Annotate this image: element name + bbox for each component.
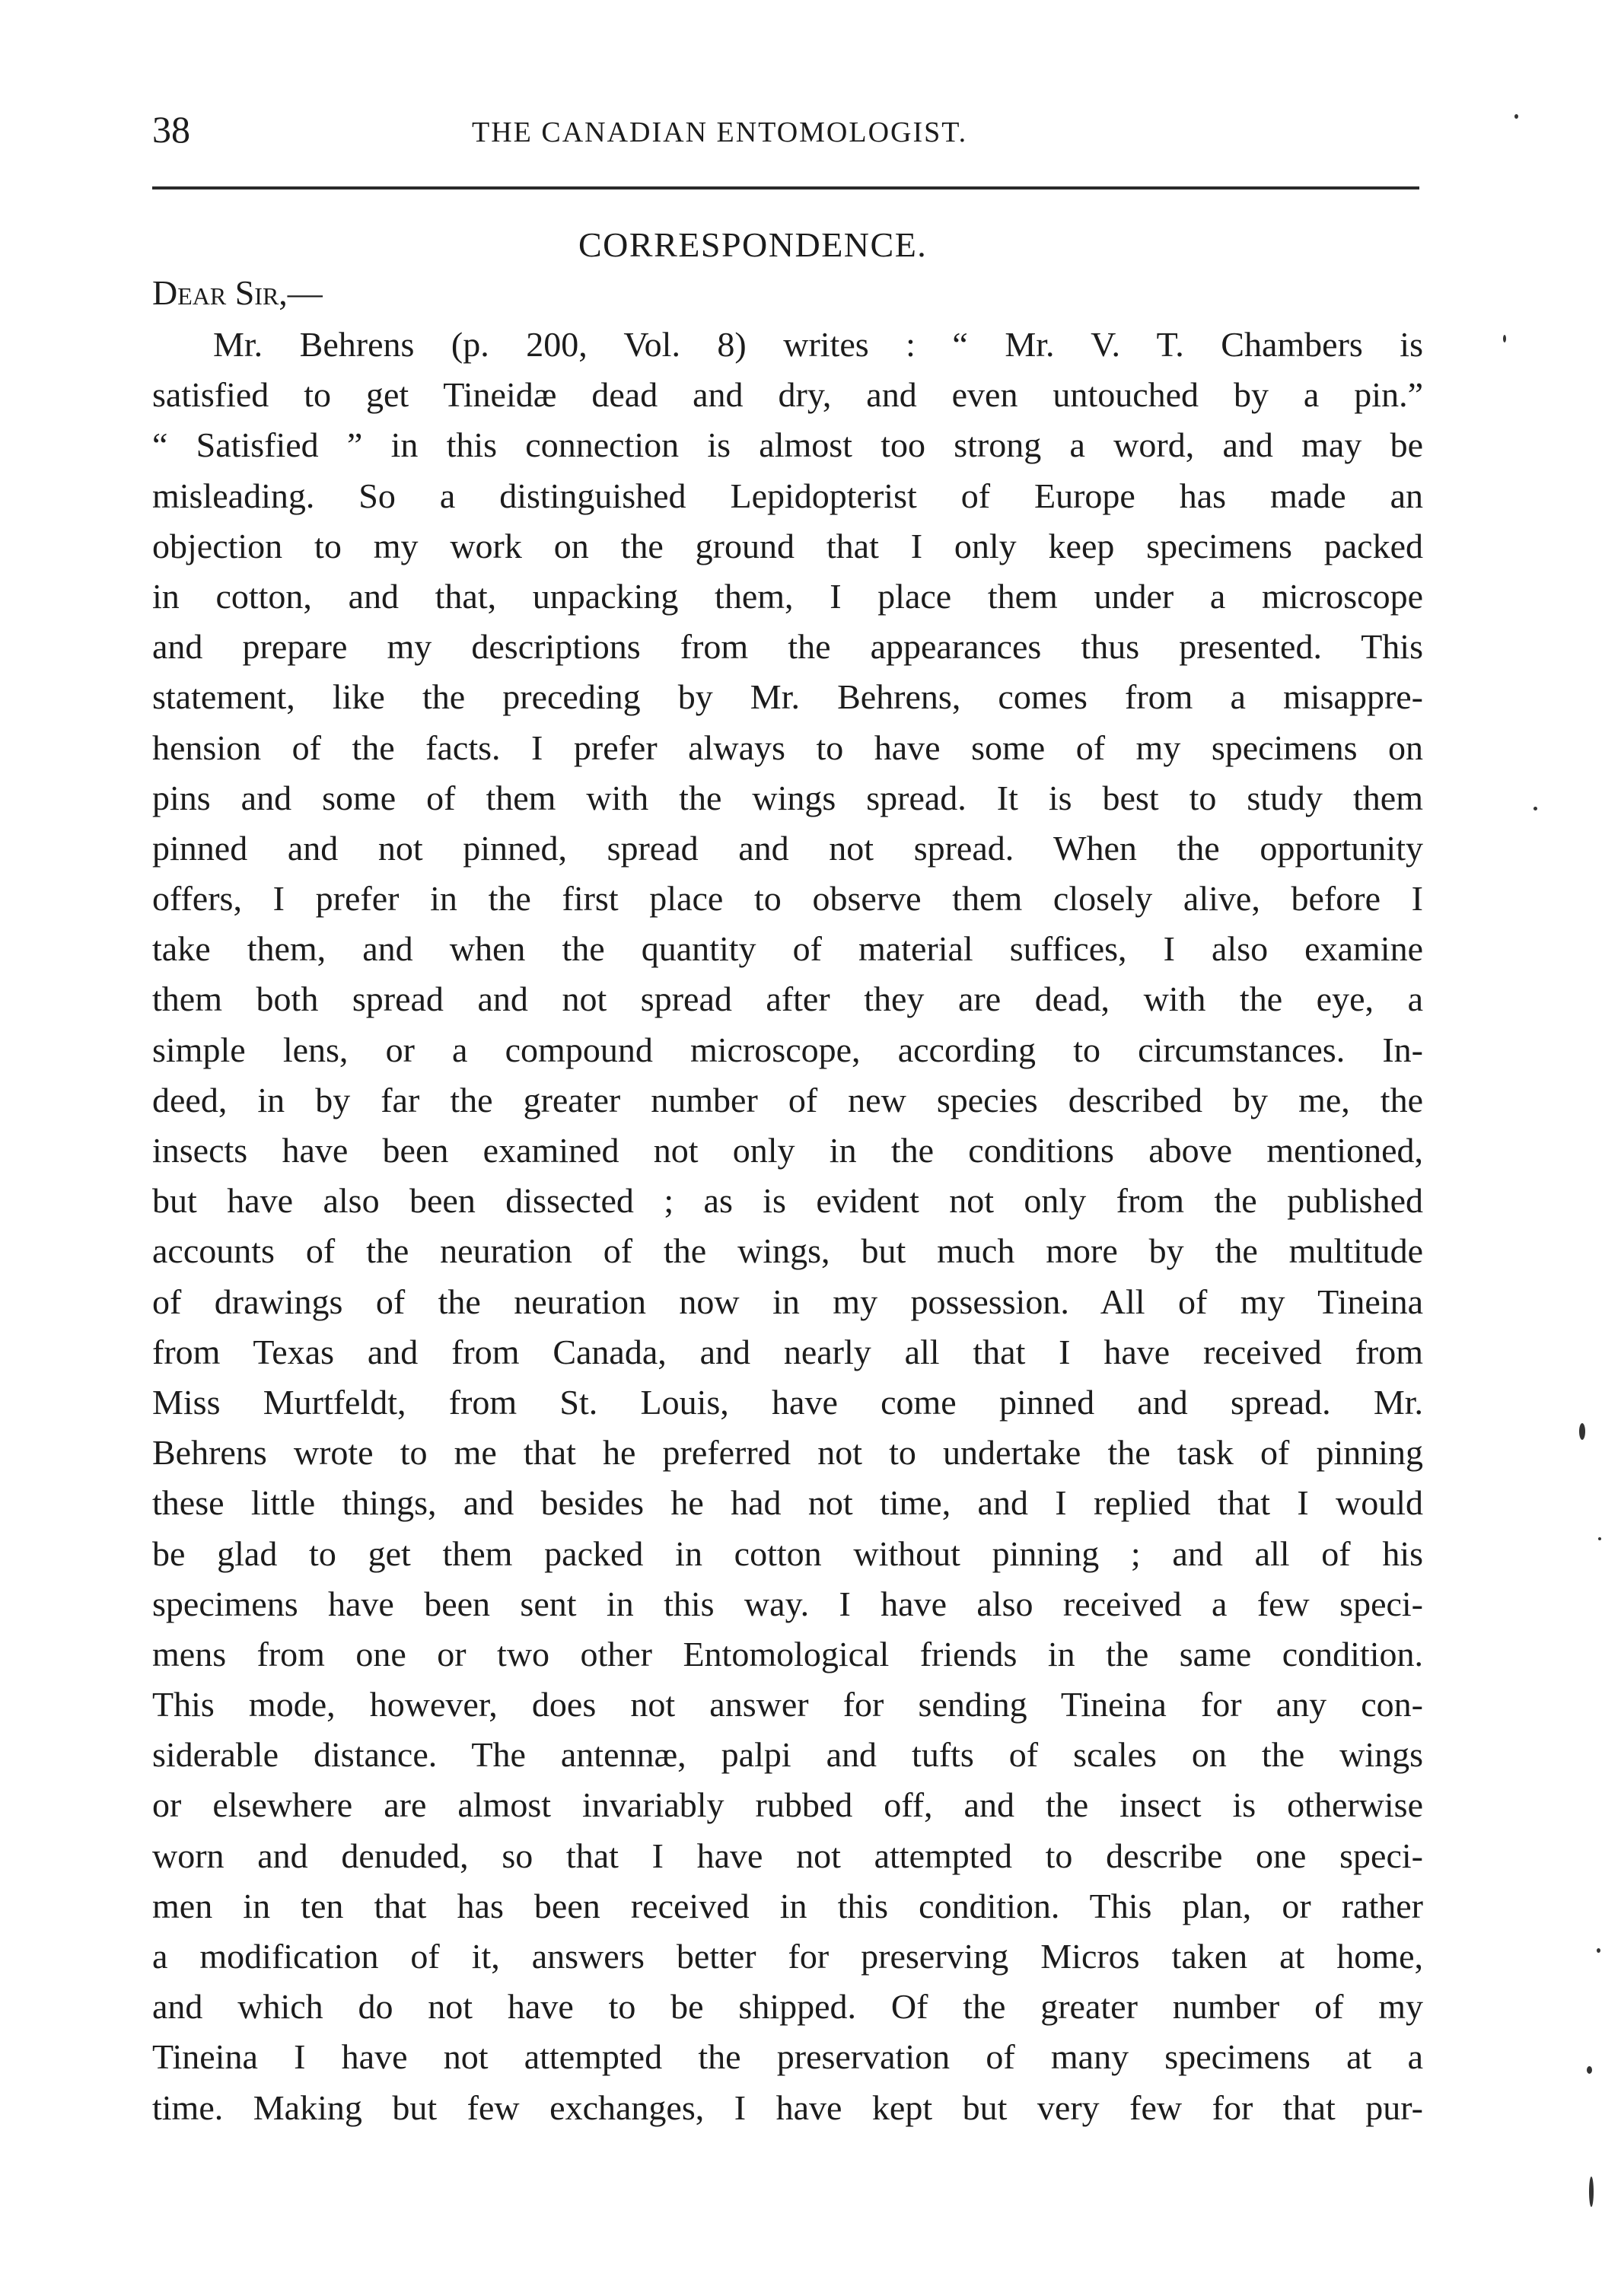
text-line: specimens have been sent in this way. I have also received a few speci- <box>152 1584 1423 1623</box>
text-line: men in ten that has been received in this condition. This plan, or rather <box>152 1886 1423 1925</box>
text-line: This mode, however, does not answer for sending Tineina for any con- <box>152 1685 1423 1724</box>
text-line: of drawings of the neuration now in my possession. All of my Tineina <box>152 1282 1423 1321</box>
text-line: Miss Murtfeldt, from St. Louis, have come pinned and spread. Mr. <box>152 1382 1423 1422</box>
text-line: simple lens, or a compound microscope, according to circumstances. In- <box>152 1030 1423 1069</box>
text-line: pins and some of them with the wings spread. It is best to study them <box>152 778 1423 817</box>
scan-speck <box>1514 114 1518 119</box>
text-line: deed, in by far the greater number of new species described by me, the <box>152 1080 1423 1119</box>
text-line: but have also been dissected ; as is evident not only from the published <box>152 1181 1423 1221</box>
text-line: offers, I prefer in the first place to observe them closely alive, before I <box>152 879 1423 919</box>
text-line: from Texas and from Canada, and nearly all that I have received from <box>152 1332 1423 1371</box>
text-line: and which do not have to be shipped. Of the greater number of my <box>152 1987 1423 2027</box>
scan-speck <box>1503 335 1506 342</box>
page-header <box>152 107 1431 160</box>
text-line: time. Making but few exchanges, I have kept but very few for that pur- <box>152 2087 1423 2127</box>
scan-speck <box>1587 2066 1592 2074</box>
scan-speck <box>1579 1423 1585 1440</box>
text-line: siderable distance. The antennæ, palpi and tufts of scales on the wings <box>152 1735 1423 1775</box>
text-line: be glad to get them packed in cotton without pinning ; and all of his <box>152 1533 1423 1573</box>
text-line: or elsewhere are almost invariably rubbed off, and the insect is otherwise <box>152 1785 1423 1825</box>
scan-speck <box>1598 1537 1601 1540</box>
header-rule <box>152 186 1419 189</box>
text-line: these little things, and besides he had not time, and I replied that I would <box>152 1483 1423 1523</box>
salutation: Dear Sir,— <box>152 273 323 312</box>
text-line: insects have been examined not only in the conditions above mentioned, <box>152 1131 1423 1170</box>
text-line: mens from one or two other Entomological friends in the same condition. <box>152 1634 1423 1673</box>
text-line: objection to my work on the ground that I only keep specimens packed <box>152 526 1423 565</box>
text-line: hension of the facts. I prefer always to have some of my specimens on <box>152 728 1423 767</box>
scan-speck <box>1597 1948 1600 1953</box>
text-line: satisfied to get Tineidæ dead and dry, and even untouched by a pin.” <box>152 375 1423 415</box>
text-line: “ Satisfied ” in this connection is almost too strong a word, and may be <box>152 425 1423 465</box>
text-line: and prepare my descriptions from the appearances thus presented. This <box>152 627 1423 667</box>
text-line: statement, like the preceding by Mr. Behrens, comes from a misappre- <box>152 677 1423 717</box>
text-line: in cotton, and that, unpacking them, I place them under a microscope <box>152 576 1423 616</box>
page-number: 38 <box>152 108 190 151</box>
text-line: Mr. Behrens (p. 200, Vol. 8) writes : “ Mr. V. T. Chambers is <box>213 325 1423 364</box>
text-line: accounts of the neuration of the wings, but much more by the multitude <box>152 1231 1423 1271</box>
text-line: misleading. So a distinguished Lepidopterist of Europe has made an <box>152 476 1423 515</box>
text-line: Behrens wrote to me that he preferred not to undertake the task of pinning <box>152 1433 1423 1473</box>
scan-speck <box>1533 807 1537 810</box>
scan-speck <box>1589 2177 1594 2207</box>
text-line: them both spread and not spread after they are dead, with the eye, a <box>152 979 1423 1019</box>
text-line: Tineina I have not attempted the preservation of many specimens at a <box>152 2037 1423 2077</box>
section-title: CORRESPONDENCE. <box>578 225 928 264</box>
text-line: a modification of it, answers better for preserving Micros taken at home, <box>152 1937 1423 1976</box>
text-line: take them, and when the quantity of material suffices, I also examine <box>152 929 1423 969</box>
text-line: worn and denuded, so that I have not attempted to describe one speci- <box>152 1836 1423 1875</box>
running-head: THE CANADIAN ENTOMOLOGIST. <box>472 116 968 148</box>
letter-body <box>152 320 1423 2133</box>
text-line: pinned and not pinned, spread and not spread. When the opportunity <box>152 828 1423 868</box>
